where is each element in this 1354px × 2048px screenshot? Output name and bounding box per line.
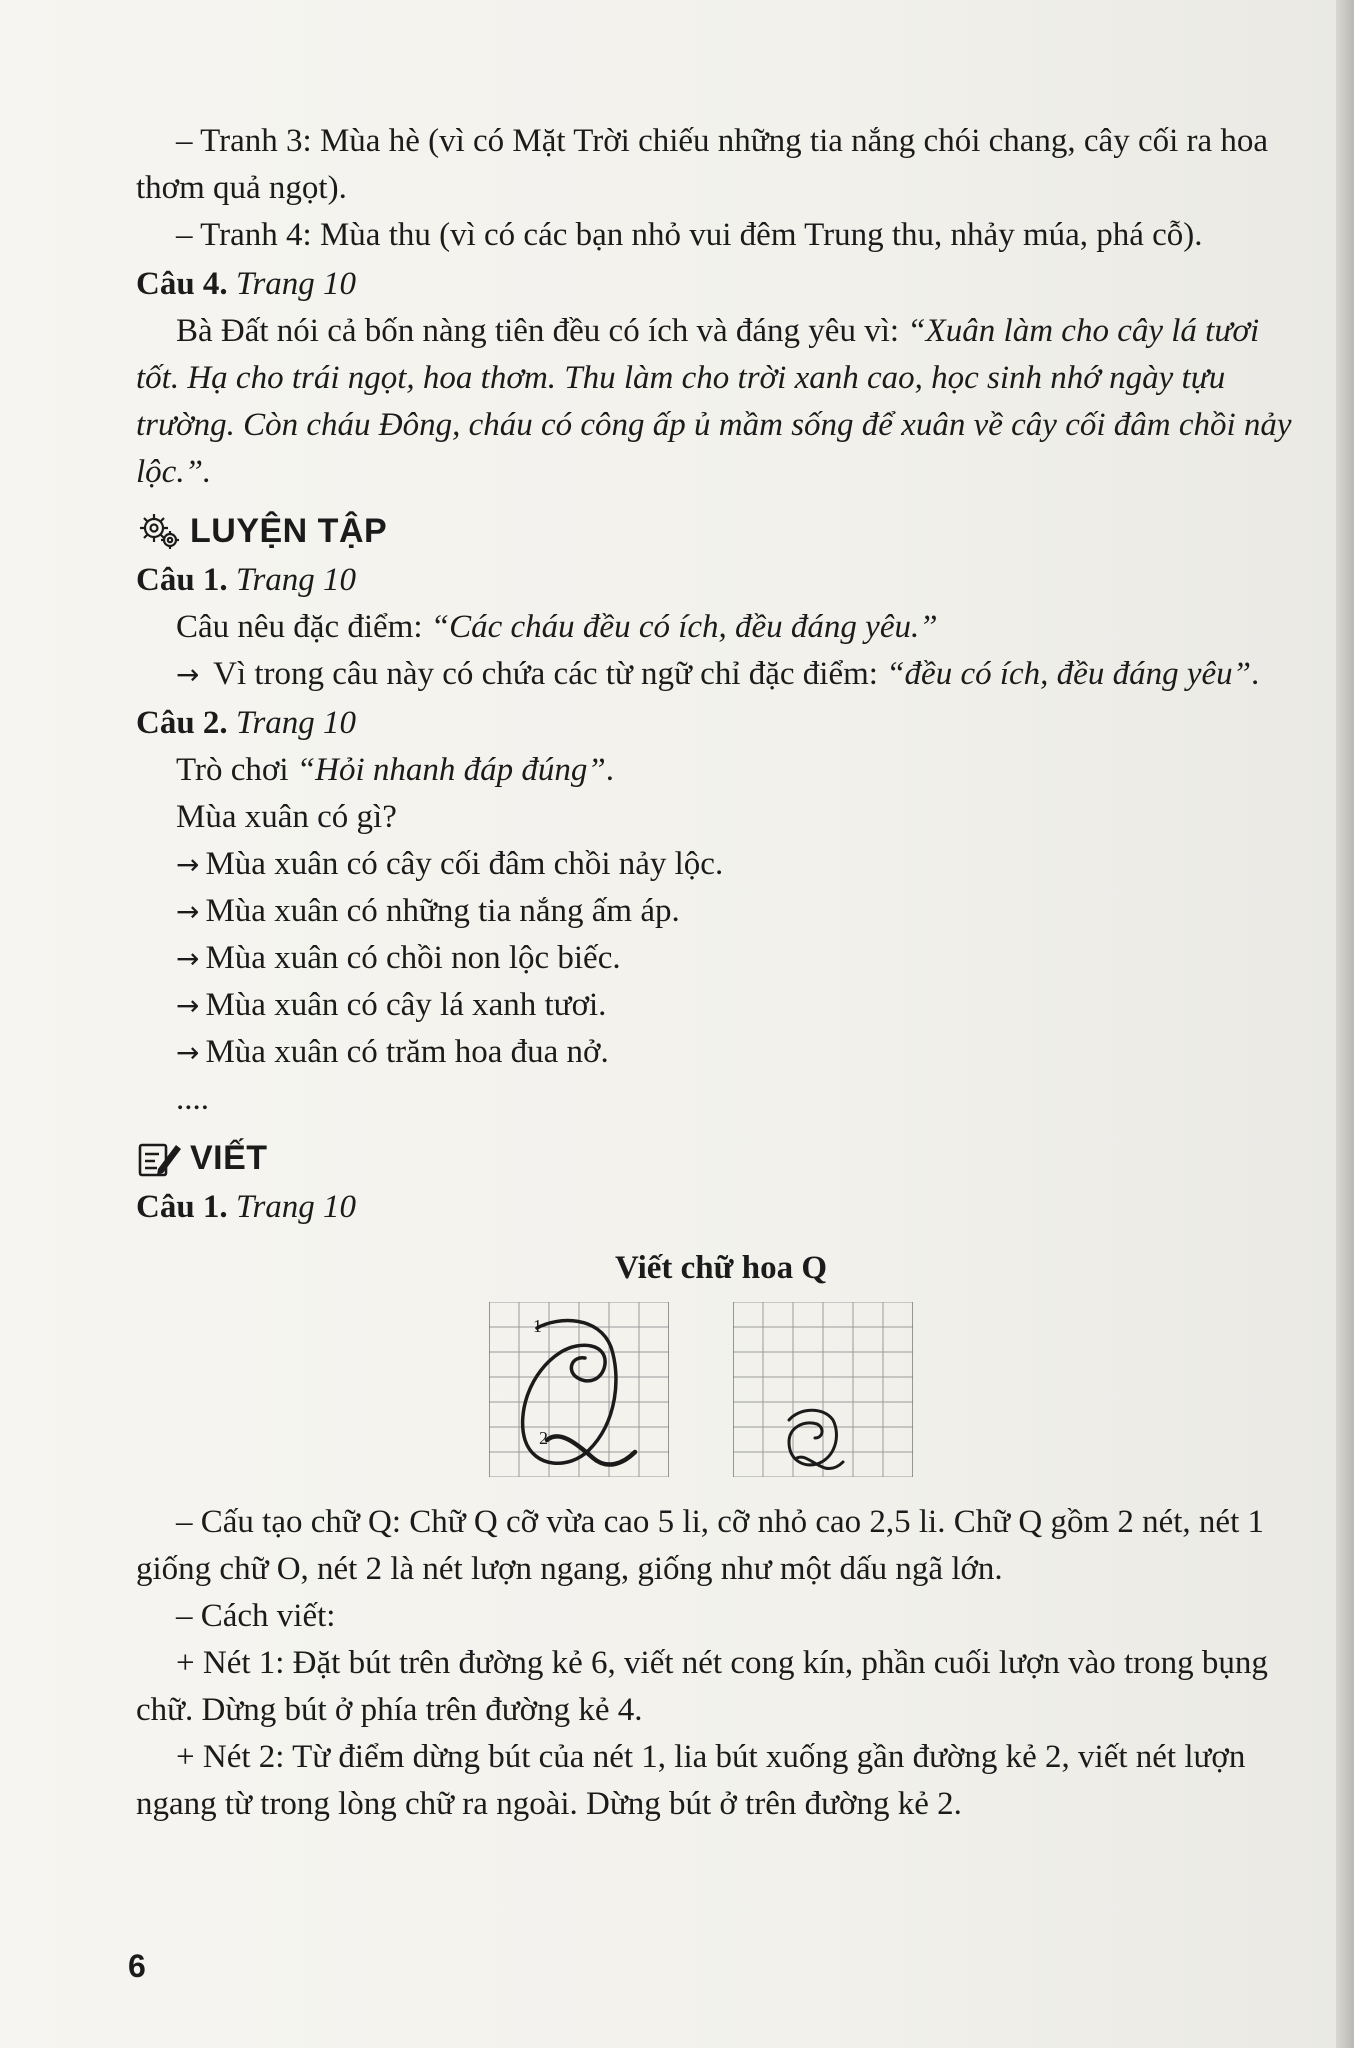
v-cau-1-heading [136, 1184, 1306, 1231]
grid-lines [733, 1302, 913, 1477]
page-edge [1336, 0, 1354, 2048]
arrow-icon: → [176, 895, 200, 928]
arrow-icon: → [176, 1036, 200, 1069]
lt-cau-1-ref: Trang 10 [235, 562, 357, 598]
lt-cau-1-label: Câu 1. [136, 562, 228, 598]
tranh-3-line: – Tranh 3: Mùa hè (vì có Mặt Trời chiếu những tia nắng chói chang, cây cối ra hoa thơm quả ngọt). [136, 123, 1269, 206]
arrow-icon: → [176, 942, 200, 975]
section-luyen-tap-title: LUYỆN TẬP [190, 512, 388, 550]
v-cau-1-label: Câu 1. [136, 1189, 228, 1225]
lt-cau-2-game-quote: “Hỏi nhanh đáp đúng” [296, 752, 606, 788]
answer-line [136, 841, 1306, 888]
answer-text: Mùa xuân có cây lá xanh tươi. [205, 987, 607, 1023]
v-cau-1-ref: Trang 10 [235, 1189, 357, 1225]
answer-text: Mùa xuân có trăm hoa đua nở. [205, 1034, 609, 1070]
pencil-note-icon [136, 1137, 186, 1181]
lt-cau-1-line-2-quote: “đều có ích, đều đáng yêu” [886, 656, 1251, 692]
answer-text: Mùa xuân có cây cối đâm chồi nảy lộc. [205, 846, 724, 882]
lt-cau-2-game [136, 747, 1306, 794]
lt-cau-1-line-1 [136, 604, 1306, 651]
section-viet-title: VIẾT [190, 1139, 268, 1177]
letter-q-figure [136, 1302, 1306, 1477]
figure-title: Viết chữ hoa Q [615, 1250, 827, 1286]
page-content [136, 118, 1306, 1828]
big-letter-grid [489, 1302, 669, 1477]
stroke-label-1: 1 [533, 1316, 542, 1336]
stroke-label-2: 2 [539, 1428, 548, 1448]
lt-cau-2-question: Mùa xuân có gì? [176, 799, 397, 835]
answer-text: Mùa xuân có chồi non lộc biếc. [205, 940, 621, 976]
lt-cau-1-line-2-plain: Vì trong câu này có chứa các từ ngữ chỉ đặc điểm: [205, 656, 887, 692]
lt-cau-2-label: Câu 2. [136, 705, 228, 741]
answer-line [136, 982, 1306, 1029]
cach-viet-label: – Cách viết: [176, 1598, 336, 1634]
answer-line [136, 888, 1306, 935]
lt-cau-2-game-end: . [605, 752, 614, 788]
section-luyen-tap [136, 508, 1306, 555]
cau-4-answer-plain: Bà Đất nói cả bốn nàng tiên đều có ích và đáng yêu vì: [176, 313, 908, 349]
section-viet [136, 1135, 1306, 1182]
lt-cau-1-line-2 [136, 651, 1306, 698]
lt-cau-1-line-2-end: . [1250, 656, 1260, 692]
letter-q-small-strokes [789, 1410, 843, 1468]
lt-cau-2-ref: Trang 10 [235, 705, 357, 741]
small-letter-grid [733, 1302, 913, 1477]
net-1-text: + Nét 1: Đặt bút trên đường kẻ 6, viết nét cong kín, phần cuối lượn vào trong bụng chữ. Dừng bút ở phía trên đường kẻ 4. [136, 1645, 1268, 1728]
answer-line [136, 1029, 1306, 1076]
net-2-text: + Nét 2: Từ điểm dừng bút của nét 1, lia bút xuống gần đường kẻ 2, viết nét lượn ngang từ trong lòng chữ ra ngoài. Dừng bút ở trên đường kẻ 2. [136, 1739, 1246, 1822]
cau-tao-text: – Cấu tạo chữ Q: Chữ Q cỡ vừa cao 5 li, cỡ nhỏ cao 2,5 li. Chữ Q gồm 2 nét, nét 1 giống chữ O, nét 2 là nét lượn ngang, giống như một dấu ngã lớn. [136, 1504, 1265, 1587]
lt-cau-1-line-1-quote: “Các cháu đều có ích, đều đáng yêu.” [430, 609, 938, 645]
cau-4-answer-quote: “Xuân làm cho cây lá tươi tốt. Hạ cho trái ngọt, hoa thơm. Thu làm cho trời xanh cao, học sinh nhớ ngày tựu trường. Còn cháu Đông, cháu có công ấp ủ mầm sống để xuân về cây cối đâm chồi nảy lộc.”. [136, 313, 1292, 490]
answer-line [136, 935, 1306, 982]
ellipsis: .... [176, 1081, 209, 1117]
answer-text: Mùa xuân có những tia nắng ấm áp. [205, 893, 680, 929]
tranh-4-line: – Tranh 4: Mùa thu (vì có các bạn nhỏ vui đêm Trung thu, nhảy múa, phá cỗ). [176, 217, 1203, 253]
lt-cau-2-heading [136, 700, 1306, 747]
cau-4-answer [136, 308, 1306, 496]
arrow-icon: → [176, 989, 200, 1022]
cau-4-ref: Trang 10 [235, 266, 357, 302]
lt-cau-2-game-plain: Trò chơi [176, 752, 297, 788]
lt-cau-1-line-1-plain: Câu nêu đặc điểm: [176, 609, 431, 645]
arrow-icon: → [176, 848, 200, 881]
cau-4-heading [136, 261, 1306, 308]
cau-4-label: Câu 4. [136, 266, 228, 302]
page-number: 6 [128, 1948, 146, 1984]
lt-cau-1-heading [136, 557, 1306, 604]
arrow-icon: → [176, 658, 200, 691]
gear-icon [136, 510, 186, 554]
grid-lines [489, 1302, 669, 1477]
